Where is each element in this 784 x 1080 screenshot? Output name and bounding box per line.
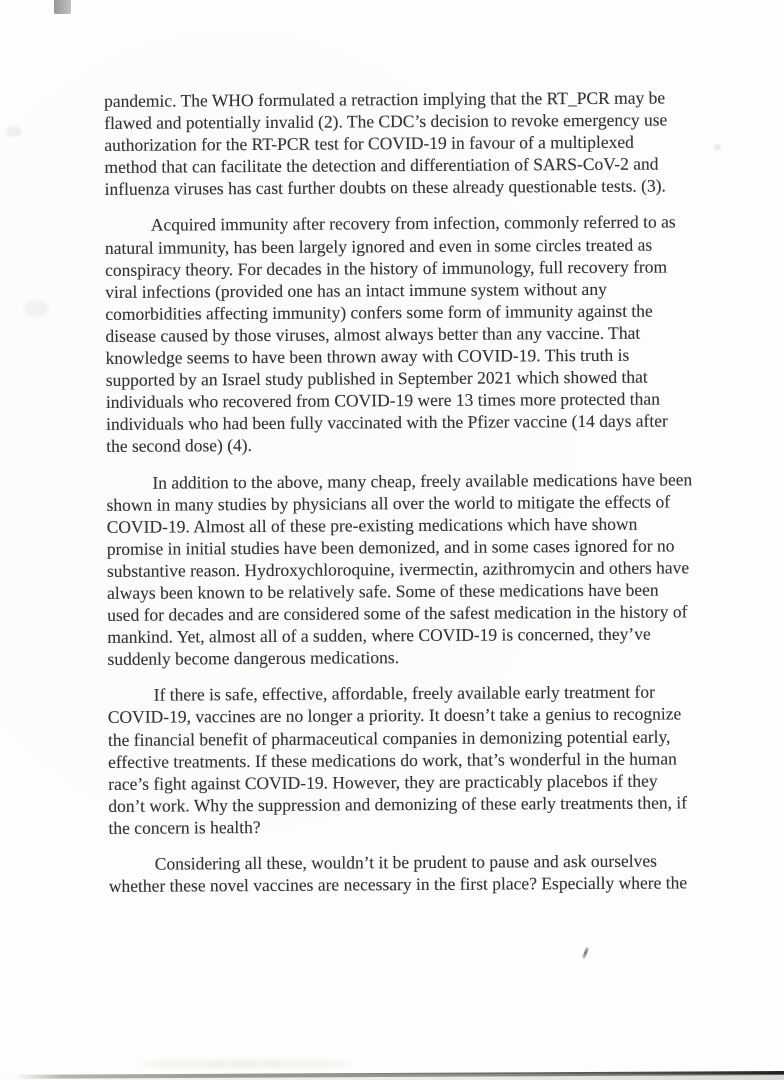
text-line: method that can facilitate the detection and differentiation of SARS-CoV-2 and (104, 153, 659, 178)
text-line: used for decades and are considered some of the safest medication in the history of (107, 601, 688, 625)
page-text (104, 86, 737, 911)
text-line: Acquired immunity after recovery from infection, commonly referred to as (150, 211, 676, 236)
text-line: influenza viruses has cast further doubts on these already questionable tests. (3). (104, 175, 666, 200)
text-line: the concern is health? (108, 816, 261, 838)
text-line: conspiracy theory. For decades in the history of immunology, full recovery from (105, 256, 668, 280)
text-line: COVID-19, vaccines are no longer a priority. It doesn’t take a genius to recognize (107, 703, 682, 728)
text-line: supported by an Israel study published in September 2021 which showed that (105, 366, 648, 391)
text-line: authorization for the RT-PCR test for COVID-19 in favour of a multiplexed (104, 131, 634, 156)
text-line: whether these novel vaccines are necessary in the first place? Especially where the (108, 872, 688, 896)
text-line: individuals who recovered from COVID-19 were 13 times more protected than (105, 388, 660, 413)
text-line: always been known to be relatively safe. Some of these medications have been (107, 579, 659, 603)
paragraph (109, 849, 737, 897)
text-line: individuals who had been fully vaccinated with the Pfizer vaccine (14 days after (105, 410, 668, 435)
scan-bottom-shadow (0, 1074, 784, 1080)
paragraph (106, 468, 735, 671)
text-line: mankind. Yet, almost all of a sudden, where COVID-19 is concerned, they’ve (107, 623, 651, 648)
paragraph (108, 680, 737, 838)
text-line: don’t work. Why the suppression and demonizing of these early treatments then, if (108, 792, 688, 816)
text-line: flawed and potentially invalid (2). The CDC’s decision to revoke emergency use (104, 109, 668, 134)
text-line: If there is safe, effective, affordable, freely available early treatment for (153, 681, 655, 705)
text-line: natural immunity, has been largely ignored and even in some circles treated as (104, 234, 653, 258)
scan-page-bottom-edge (15, 1071, 784, 1079)
scan-artifact-top-mark (54, 0, 71, 14)
scan-pen-tick-mark (582, 947, 589, 959)
text-line: COVID-19. Almost all of these pre-existing medications which have shown (106, 513, 638, 537)
paragraph (104, 86, 733, 200)
text-line: suddenly become dangerous medications. (107, 647, 400, 670)
text-line: shown in many studies by physicians all over the world to mitigate the effects of (106, 491, 671, 515)
scan-smudge (6, 126, 22, 137)
text-line: knowledge seems to have been thrown away with COVID-19. This truth is (105, 344, 630, 368)
text-line: pandemic. The WHO formulated a retraction implying that the RT_PCR may be (104, 87, 666, 111)
paragraph (105, 211, 734, 458)
text-line: the financial benefit of pharmaceutical companies in demonizing potential early, (107, 726, 671, 750)
text-line: comorbidities affecting immunity) confers some form of immunity against the (105, 300, 653, 324)
text-line: viral infections (provided one has an intact immune system without any (105, 278, 607, 302)
scan-smudge (140, 1060, 350, 1068)
text-line: the second dose) (4). (106, 435, 253, 457)
scan-smudge (24, 300, 48, 317)
text-line: disease caused by those viruses, almost always better than any vaccine. That (105, 322, 641, 346)
text-line: effective treatments. If these medications do work, that’s wonderful in the human (108, 748, 677, 772)
text-line: In addition to the above, many cheap, freely available medications have been (152, 468, 693, 493)
text-line: promise in initial studies have been demonized, and in some cases ignored for no (106, 535, 675, 559)
text-line: substantive reason. Hydroxychloroquine, ivermectin, azithromycin and others have (106, 557, 690, 581)
text-line: race’s fight against COVID-19. However, they are practicably placebos if they (108, 770, 658, 794)
text-line: Considering all these, wouldn’t it be prudent to pause and ask ourselves (154, 850, 658, 874)
